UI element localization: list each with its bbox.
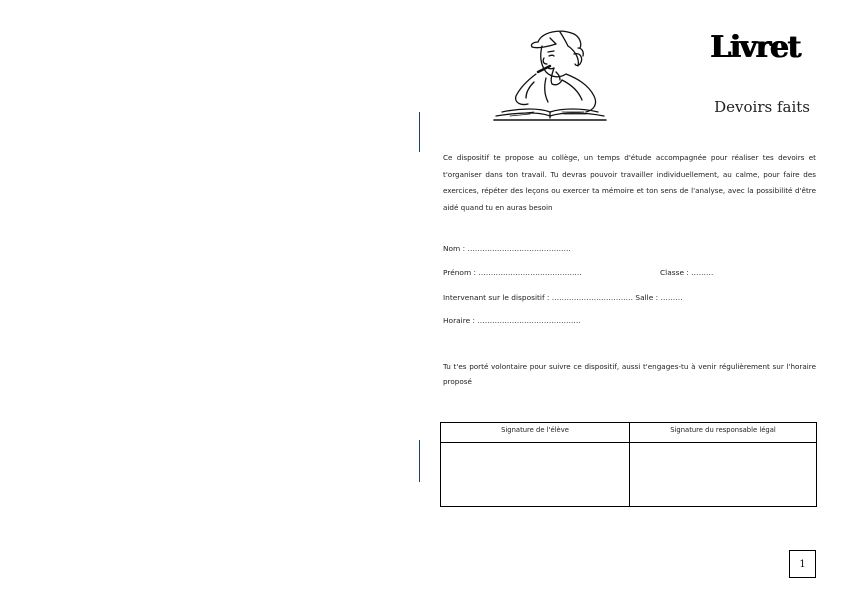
nom-field[interactable]: Nom : …………………………………… [443, 244, 571, 253]
page-number: 1 [799, 558, 806, 570]
student-signature-header: Signature de l'élève [501, 426, 569, 434]
page-number-box [789, 550, 816, 578]
intervenant-salle-field[interactable]: Intervenant sur le dispositif : …………………………… Salle : ……… [443, 293, 683, 302]
margin-mark-top [419, 112, 420, 152]
page-subtitle: Devoirs faits [714, 98, 810, 116]
student-thinking-illustration [490, 24, 610, 124]
classe-field[interactable]: Classe : ……… [660, 268, 714, 277]
guardian-signature-header: Signature du responsable légal [670, 426, 776, 434]
signature-table [440, 422, 817, 507]
page-title: Livret [710, 30, 800, 65]
guardian-signature-cell[interactable] [631, 443, 816, 506]
engagement-paragraph: Tu t'es porté volontaire pour suivre ce dispositif, aussi t'engages-tu à venir régulièrement sur l'horaire proposé [443, 362, 816, 386]
prenom-field[interactable]: Prénom : …………………………………… [443, 268, 582, 277]
student-signature-cell[interactable] [441, 443, 629, 506]
horaire-field[interactable]: Horaire : …………………………………… [443, 316, 581, 325]
intro-paragraph: Ce dispositif te propose au collège, un temps d'étude accompagnée pour réaliser tes devoirs et t'organiser dans ton travail. Tu devras pouvoir travailler individuellement, au calme, pour faire des exercices, répéter des leçons ou exercer ta mémoire et ton sens de l'analyse, avec la possibilité d'être aidé quand tu en auras besoin [443, 153, 816, 212]
margin-mark-bottom [419, 440, 420, 482]
